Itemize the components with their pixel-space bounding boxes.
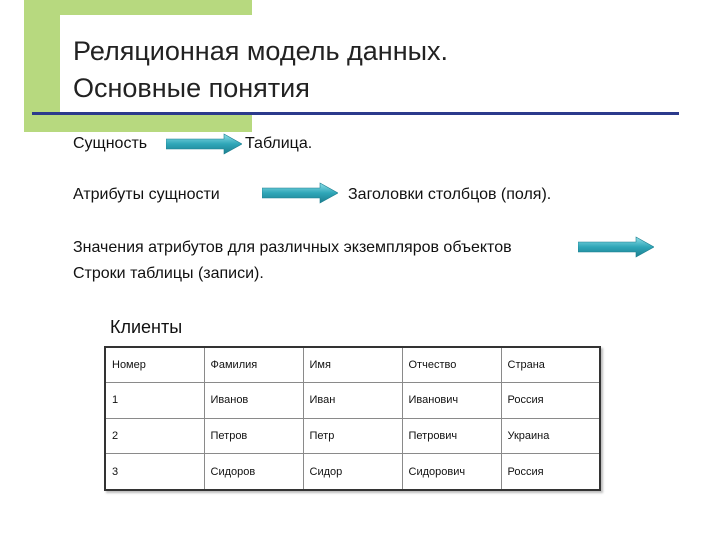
table-cell: Сидоров	[204, 454, 303, 490]
table-cell: Иванович	[402, 383, 501, 419]
table-cell: Сидор	[303, 454, 402, 490]
table-cell: Иванов	[204, 383, 303, 419]
column-header: Фамилия	[204, 347, 303, 383]
mapping-3-definition: Строки таблицы (записи).	[73, 265, 264, 282]
slide-title-line-1: Реляционная модель данных.	[73, 36, 449, 66]
arrow-right-icon	[262, 182, 338, 204]
table-cell: Петр	[303, 418, 402, 454]
column-header: Отчество	[402, 347, 501, 383]
table-cell: Иван	[303, 383, 402, 419]
column-header: Имя	[303, 347, 402, 383]
table-cell: Петров	[204, 418, 303, 454]
mapping-1-definition: Таблица.	[245, 135, 313, 152]
table-cell: Россия	[501, 454, 600, 490]
table-cell: Сидорович	[402, 454, 501, 490]
column-header: Номер	[105, 347, 204, 383]
mapping-1-term: Сущность	[73, 135, 148, 152]
table-cell: 2	[105, 418, 204, 454]
mapping-2-definition: Заголовки столбцов (поля).	[348, 186, 552, 203]
table-caption: Клиенты	[110, 317, 183, 337]
mapping-3-term: Значения атрибутов для различных экземпляров объектов	[73, 239, 512, 256]
arrow-right-icon	[166, 133, 242, 155]
table-row	[105, 454, 600, 490]
arrow-right-icon	[578, 236, 654, 258]
slide-title	[73, 33, 448, 107]
table-row	[105, 418, 600, 454]
table-cell: Украина	[501, 418, 600, 454]
table-cell: Петрович	[402, 418, 501, 454]
slide-title-line-2: Основные понятия	[73, 73, 310, 103]
title-underline	[32, 112, 679, 115]
table-row	[105, 383, 600, 419]
mapping-2-term: Атрибуты сущности	[73, 186, 220, 203]
table-cell: Россия	[501, 383, 600, 419]
clients-table	[104, 346, 601, 491]
table-cell: 1	[105, 383, 204, 419]
table-cell: 3	[105, 454, 204, 490]
column-header: Страна	[501, 347, 600, 383]
table-header-row	[105, 347, 600, 383]
